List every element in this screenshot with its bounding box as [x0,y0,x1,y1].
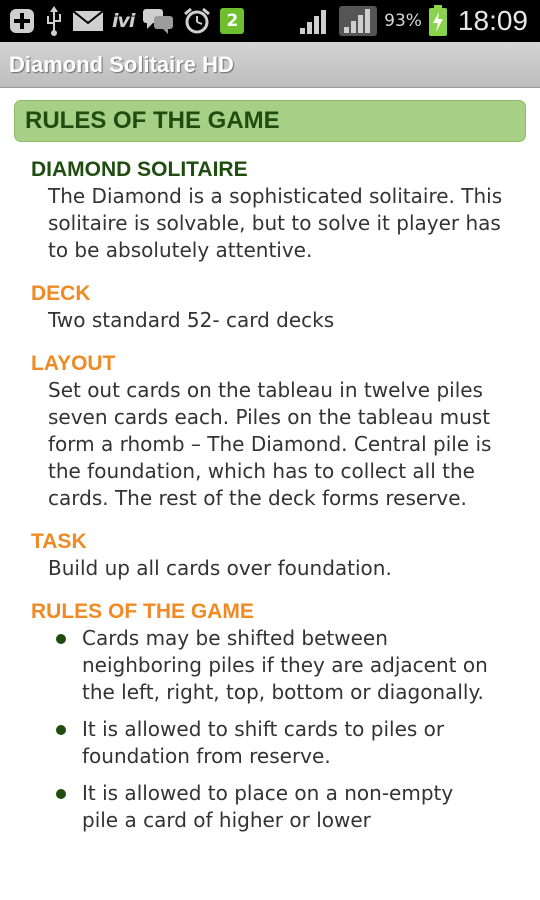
signal-roaming-icon [338,5,378,37]
list-item-text: It is allowed to shift cards to piles or foundation from reserve. [82,717,445,768]
alarm-icon [182,6,212,36]
mail-icon [72,9,104,33]
status-bar [0,0,540,42]
rules-list [0,156,540,850]
section-heading: DIAMOND SOLITAIRE [31,158,248,181]
list-item-text: It is allowed to place on a non-empty pile a card of higher or lower [82,781,454,832]
rules-banner [14,100,526,142]
banner-title: RULES OF THE GAME [25,107,280,134]
rules-content[interactable] [0,88,540,900]
chat-icon [142,7,174,35]
rules-bullet-list [48,625,508,834]
section-diamond-solitaire [0,156,540,264]
list-item [48,780,508,834]
bullet-icon [56,634,66,644]
battery-charging-icon [428,5,448,37]
ivi-app-icon: ivi [112,10,135,32]
status-bar-system [298,0,540,42]
add-icon [8,7,36,35]
signal-icon [298,6,332,36]
status-bar-notifications [0,0,244,42]
section-body: Build up all cards over foundation. [48,556,392,580]
list-item-text: Cards may be shifted between neighboring piles if they are adjacent on the left, right, top, bottom or diagonally. [82,626,488,704]
clock: 18:09 [457,5,528,36]
list-item [48,716,508,770]
section-layout [0,350,540,512]
section-rules-of-the-game [0,598,540,834]
section-heading: LAYOUT [31,352,116,375]
list-item [48,625,508,706]
battery-percent: 93% [384,11,422,31]
section-body: Two standard 52- card decks [48,308,335,332]
app-title-bar [0,42,540,88]
bullet-icon [56,725,66,735]
section-task [0,528,540,582]
section-body: The Diamond is a sophisticated solitaire. This solitaire is solvable, but to solve it player has to be absolutely attentive. [48,184,503,262]
section-heading: RULES OF THE GAME [31,600,254,623]
app-title: Diamond Solitaire HD [9,51,234,77]
section-deck [0,280,540,334]
notification-count-icon: 2 [220,8,244,34]
bullet-icon [56,789,66,799]
section-heading: DECK [31,282,91,305]
section-heading: TASK [31,530,87,553]
usb-icon [44,6,64,36]
section-body: Set out cards on the tableau in twelve piles seven cards each. Piles on the tableau must form a rhomb – The Diamond. Central pile is the foundation, which has to collect all the cards. The rest of the deck forms reserve. [48,378,492,510]
